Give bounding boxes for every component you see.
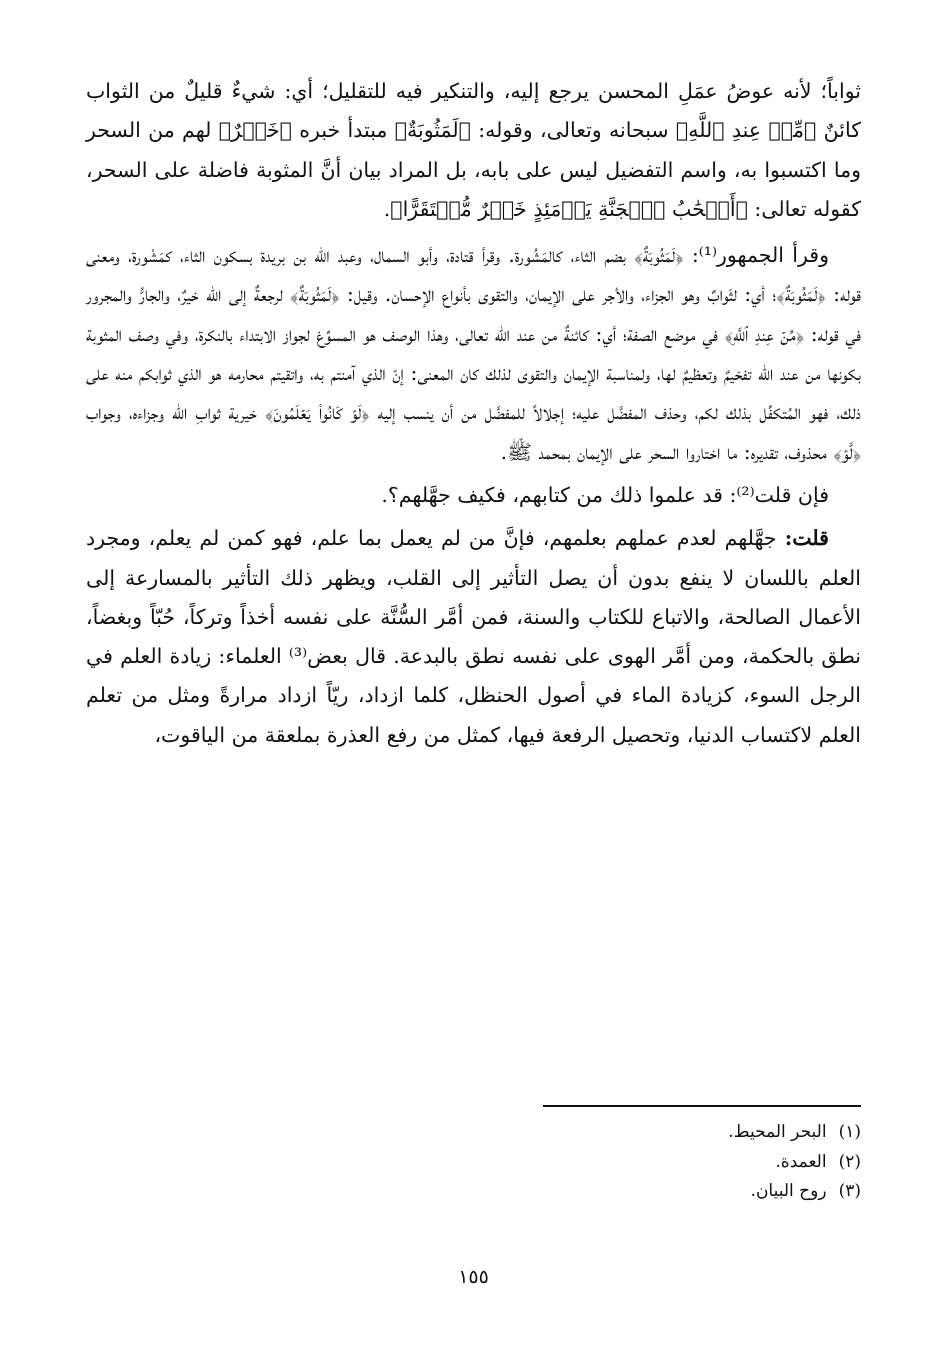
- main-text: [86, 72, 861, 755]
- footnote-1: [461, 1118, 861, 1148]
- footnotes: [461, 1118, 861, 1207]
- footnote-number: (٣): [838, 1181, 861, 1201]
- footnote-number: (١): [838, 1122, 861, 1142]
- footnote-divider: [543, 1105, 861, 1107]
- footnote-number: (٢): [838, 1151, 861, 1172]
- footnote-2: [461, 1148, 861, 1178]
- paragraph-4-text: جهَّلهم لعدم عملهم بعلمهم، فإنَّ من لم يعمل بما علم، فهو كمن لم يعلم، ومجرد العلم باللسان لا ينفع بدون أن يصل التأثير إلى القلب، ويظهر ذلك التأثير بالمسارعة إلى الأعمال الصالحة، والاتباع للكتاب والسنة، فمن أمَّر السُّنَّة على نفسه أخذاً وتركاً، حُبّاً وبغضاً، نطق بالحكمة، ومن أمَّر الهوى على نفسه نطق بالبدعة. قال بعض⁽³⁾ العلماء: زيادة العلم في الرجل السوء، كزيادة الماء في أصول الحنظل، كلما ازداد، ريّاً ازداد مرارةً ومثل من تعلم العلم لاكتساب الدنيا، وتحصيل الرفعة فيها، كمثل من رفع العذرة بملعقة من الياقوت،: [86, 526, 862, 747]
- page-number: ١٥٥: [458, 1266, 489, 1288]
- paragraph-2: وقرأ الجمهور⁽¹⁾: ﴿لَمَثُوبَةٌ﴾ بضم الثاء، كالمَشُورة. وقرأ قتادة، وأبو السمال، وعبد الله بن بريدة بسكون الثاء، كمَشْورة، ومعنى قوله: ﴿لَمَثُوبَةٌ﴾؛ أي: لثَوابٌ وهو الجزاء، والأجر على الإيمان، والتقوى بأنواع الإحسان. وقيل: ﴿لَمَثُوبَةٌ﴾ لرجعةٌ إلى الله خيرٌ، والجارُّ والمجرور في قوله: ﴿مِّنۡ عِندِ ٱللَّهِ﴾ في موضع الصفة؛ أي: كائنةٌ من عند الله تعالى، وهذا الوصف هو المسوِّغ لجواز الابتداء بالنكرة، وفي وصف المثوبة بكونها من عند الله تفخيمٌ وتعظيمٌ لها، ولمناسبة الإيمان والتقوى لذلك كان المعنى: إنّ الذي آمنتم به، واتقيتم محارمه هو الذي ثوابكم منه على ذلك، فهو المُتكفِّل بذلك لكم، وحذف المفضَّل عليه؛ إجلالاً للمفضَّل من أن ينسب إليه ﴿لَوۡ كَانُواْ يَعۡلَمُونَ﴾ خيرية ثوابِ الله وجزاءه، وجواب ﴿لَّوۡ﴾ محذوف، تقديره: ما اختاروا السحر على الإيمان بمحمد ﷺ.: [86, 243, 861, 464]
- paragraph-3: فإن قلت⁽²⁾: قد علموا ذلك من كتابهم، فكيف جهَّلهم؟.: [381, 482, 829, 507]
- footnote-3: [461, 1177, 861, 1207]
- footnote-text: العمدة.: [775, 1151, 827, 1172]
- paragraph-1: ثواباً؛ لأنه عوضُ عمَلِ المحسن يرجع إليه، والتنكير فيه للتقليل؛ أي: شيءٌ قليلٌ من الثواب كائنٌ ﴿مِّنۡ عِندِ ٱللَّهِ﴾ سبحانه وتعالى، وقوله: ﴿لَمَثُوبَةٌ﴾ مبتدأ خبره ﴿خَيۡرٌ﴾ لهم من السحر وما اكتسبوا به، واسم التفضيل ليس على بابه، بل المراد بيان أنَّ المثوبة فاضلة على السحر، كقوله تعالى: ﴿أَصۡحَٰبُ ٱلۡجَنَّةِ يَوۡمَئِذٍ خَيۡرٌ مُّسۡتَقَرًّا﴾.: [86, 79, 861, 221]
- footnote-text: البحر المحيط.: [728, 1122, 827, 1142]
- paragraph-4: [86, 519, 861, 755]
- paragraph-4-lead: قلت:: [784, 526, 829, 551]
- footnote-text: روح البيان.: [750, 1181, 827, 1201]
